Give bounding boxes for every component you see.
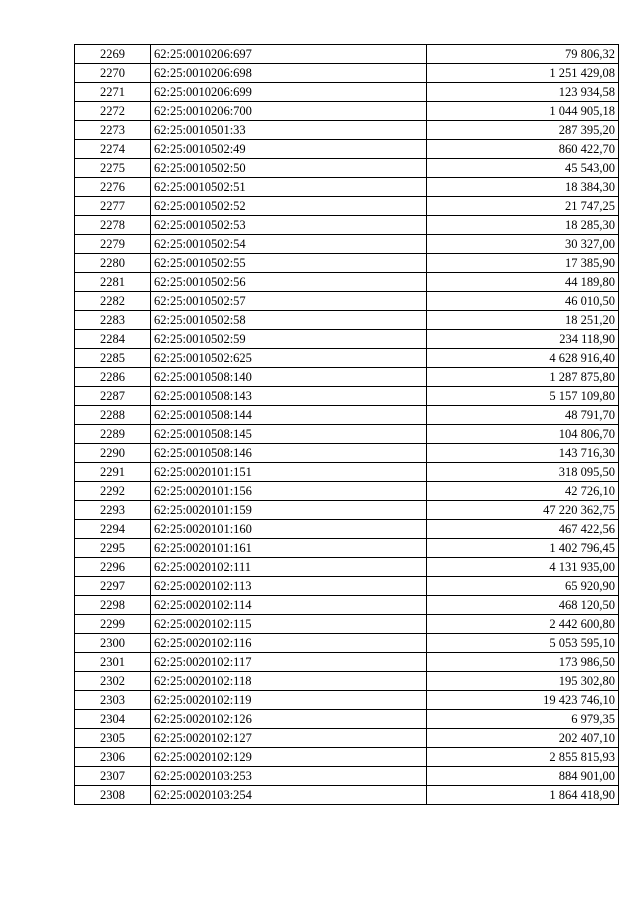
table-row — [75, 45, 619, 64]
table-row — [75, 368, 619, 387]
cadastral-value-cell: 46 010,50 — [427, 292, 619, 311]
cadastral-value-cell: 2 855 815,93 — [427, 748, 619, 767]
row-number-cell: 2304 — [75, 710, 151, 729]
cadastral-value-cell: 318 095,50 — [427, 463, 619, 482]
row-number-cell: 2305 — [75, 729, 151, 748]
cadastral-number-cell: 62:25:0020101:160 — [151, 520, 427, 539]
cadastral-number-cell: 62:25:0010508:144 — [151, 406, 427, 425]
cadastral-number-cell: 62:25:0020102:117 — [151, 653, 427, 672]
row-number-cell: 2275 — [75, 159, 151, 178]
table-row — [75, 330, 619, 349]
cadastral-value-cell: 21 747,25 — [427, 197, 619, 216]
cadastral-number-cell: 62:25:0010502:54 — [151, 235, 427, 254]
cadastral-value-cell: 47 220 362,75 — [427, 501, 619, 520]
row-number-cell: 2286 — [75, 368, 151, 387]
cadastral-value-cell: 173 986,50 — [427, 653, 619, 672]
cadastral-number-cell: 62:25:0010501:33 — [151, 121, 427, 140]
cadastral-value-cell: 17 385,90 — [427, 254, 619, 273]
table-row — [75, 387, 619, 406]
cadastral-value-cell: 30 327,00 — [427, 235, 619, 254]
cadastral-number-cell: 62:25:0020103:254 — [151, 786, 427, 805]
cadastral-number-cell: 62:25:0010502:55 — [151, 254, 427, 273]
table-row — [75, 615, 619, 634]
table-row — [75, 311, 619, 330]
cadastral-value-cell: 18 285,30 — [427, 216, 619, 235]
table-row — [75, 178, 619, 197]
cadastral-value-cell: 467 422,56 — [427, 520, 619, 539]
cadastral-value-cell: 234 118,90 — [427, 330, 619, 349]
cadastral-number-cell: 62:25:0010508:145 — [151, 425, 427, 444]
cadastral-value-cell: 1 287 875,80 — [427, 368, 619, 387]
row-number-cell: 2306 — [75, 748, 151, 767]
cadastral-number-cell: 62:25:0010206:698 — [151, 64, 427, 83]
row-number-cell: 2290 — [75, 444, 151, 463]
cadastral-number-cell: 62:25:0010206:699 — [151, 83, 427, 102]
row-number-cell: 2279 — [75, 235, 151, 254]
cadastral-value-cell: 18 384,30 — [427, 178, 619, 197]
table-row — [75, 767, 619, 786]
cadastral-value-cell: 195 302,80 — [427, 672, 619, 691]
cadastral-number-cell: 62:25:0010206:700 — [151, 102, 427, 121]
table-row — [75, 634, 619, 653]
row-number-cell: 2307 — [75, 767, 151, 786]
table-row — [75, 121, 619, 140]
cadastral-number-cell: 62:25:0020103:253 — [151, 767, 427, 786]
table-row — [75, 463, 619, 482]
row-number-cell: 2284 — [75, 330, 151, 349]
cadastral-value-cell: 79 806,32 — [427, 45, 619, 64]
table-row — [75, 102, 619, 121]
cadastral-number-cell: 62:25:0020102:119 — [151, 691, 427, 710]
row-number-cell: 2300 — [75, 634, 151, 653]
table-row — [75, 197, 619, 216]
row-number-cell: 2301 — [75, 653, 151, 672]
table-row — [75, 349, 619, 368]
table-row — [75, 653, 619, 672]
table-row — [75, 691, 619, 710]
cadastral-value-cell: 5 053 595,10 — [427, 634, 619, 653]
cadastral-number-cell: 62:25:0020102:126 — [151, 710, 427, 729]
row-number-cell: 2281 — [75, 273, 151, 292]
table-row — [75, 501, 619, 520]
table-row — [75, 216, 619, 235]
table-body — [75, 45, 619, 805]
row-number-cell: 2278 — [75, 216, 151, 235]
row-number-cell: 2280 — [75, 254, 151, 273]
cadastral-value-cell: 123 934,58 — [427, 83, 619, 102]
table-row — [75, 159, 619, 178]
cadastral-value-cell: 4 131 935,00 — [427, 558, 619, 577]
row-number-cell: 2294 — [75, 520, 151, 539]
table-row — [75, 425, 619, 444]
cadastral-value-cell: 1 044 905,18 — [427, 102, 619, 121]
table-row — [75, 83, 619, 102]
row-number-cell: 2299 — [75, 615, 151, 634]
cadastral-value-cell: 5 157 109,80 — [427, 387, 619, 406]
cadastral-value-cell: 860 422,70 — [427, 140, 619, 159]
row-number-cell: 2277 — [75, 197, 151, 216]
cadastral-number-cell: 62:25:0020102:127 — [151, 729, 427, 748]
table-row — [75, 539, 619, 558]
cadastral-value-cell: 19 423 746,10 — [427, 691, 619, 710]
row-number-cell: 2302 — [75, 672, 151, 691]
cadastral-number-cell: 62:25:0020102:116 — [151, 634, 427, 653]
cadastral-number-cell: 62:25:0010502:52 — [151, 197, 427, 216]
row-number-cell: 2270 — [75, 64, 151, 83]
row-number-cell: 2274 — [75, 140, 151, 159]
table-row — [75, 64, 619, 83]
table-row — [75, 748, 619, 767]
cadastral-number-cell: 62:25:0020102:115 — [151, 615, 427, 634]
row-number-cell: 2291 — [75, 463, 151, 482]
cadastral-value-cell: 65 920,90 — [427, 577, 619, 596]
row-number-cell: 2296 — [75, 558, 151, 577]
cadastral-value-table — [74, 44, 619, 805]
cadastral-number-cell: 62:25:0010502:625 — [151, 349, 427, 368]
table-row — [75, 786, 619, 805]
cadastral-number-cell: 62:25:0010502:56 — [151, 273, 427, 292]
cadastral-value-cell: 45 543,00 — [427, 159, 619, 178]
table-row — [75, 520, 619, 539]
cadastral-value-cell: 4 628 916,40 — [427, 349, 619, 368]
cadastral-number-cell: 62:25:0010502:49 — [151, 140, 427, 159]
row-number-cell: 2288 — [75, 406, 151, 425]
cadastral-value-cell: 1 864 418,90 — [427, 786, 619, 805]
row-number-cell: 2295 — [75, 539, 151, 558]
cadastral-number-cell: 62:25:0010502:51 — [151, 178, 427, 197]
row-number-cell: 2308 — [75, 786, 151, 805]
cadastral-number-cell: 62:25:0020102:113 — [151, 577, 427, 596]
cadastral-value-cell: 48 791,70 — [427, 406, 619, 425]
row-number-cell: 2282 — [75, 292, 151, 311]
cadastral-value-cell: 44 189,80 — [427, 273, 619, 292]
cadastral-number-cell: 62:25:0010502:53 — [151, 216, 427, 235]
cadastral-value-cell: 2 442 600,80 — [427, 615, 619, 634]
cadastral-number-cell: 62:25:0020102:129 — [151, 748, 427, 767]
cadastral-number-cell: 62:25:0020102:114 — [151, 596, 427, 615]
cadastral-number-cell: 62:25:0010502:57 — [151, 292, 427, 311]
row-number-cell: 2297 — [75, 577, 151, 596]
row-number-cell: 2269 — [75, 45, 151, 64]
table-row — [75, 292, 619, 311]
cadastral-value-cell: 202 407,10 — [427, 729, 619, 748]
cadastral-value-cell: 884 901,00 — [427, 767, 619, 786]
table-row — [75, 140, 619, 159]
table-row — [75, 273, 619, 292]
table-row — [75, 235, 619, 254]
table-row — [75, 254, 619, 273]
cadastral-number-cell: 62:25:0020102:118 — [151, 672, 427, 691]
table-row — [75, 729, 619, 748]
cadastral-number-cell: 62:25:0010502:59 — [151, 330, 427, 349]
cadastral-number-cell: 62:25:0010502:50 — [151, 159, 427, 178]
cadastral-value-cell: 6 979,35 — [427, 710, 619, 729]
row-number-cell: 2276 — [75, 178, 151, 197]
row-number-cell: 2272 — [75, 102, 151, 121]
cadastral-number-cell: 62:25:0020101:161 — [151, 539, 427, 558]
cadastral-number-cell: 62:25:0010508:140 — [151, 368, 427, 387]
table-row — [75, 558, 619, 577]
cadastral-number-cell: 62:25:0020101:151 — [151, 463, 427, 482]
table-row — [75, 406, 619, 425]
row-number-cell: 2283 — [75, 311, 151, 330]
row-number-cell: 2303 — [75, 691, 151, 710]
cadastral-number-cell: 62:25:0010206:697 — [151, 45, 427, 64]
cadastral-value-cell: 18 251,20 — [427, 311, 619, 330]
table-row — [75, 596, 619, 615]
cadastral-value-cell: 42 726,10 — [427, 482, 619, 501]
table-row — [75, 482, 619, 501]
cadastral-value-cell: 104 806,70 — [427, 425, 619, 444]
row-number-cell: 2293 — [75, 501, 151, 520]
row-number-cell: 2273 — [75, 121, 151, 140]
cadastral-number-cell: 62:25:0010502:58 — [151, 311, 427, 330]
cadastral-number-cell: 62:25:0020101:159 — [151, 501, 427, 520]
cadastral-value-cell: 1 251 429,08 — [427, 64, 619, 83]
row-number-cell: 2292 — [75, 482, 151, 501]
cadastral-value-cell: 468 120,50 — [427, 596, 619, 615]
table-row — [75, 710, 619, 729]
cadastral-number-cell: 62:25:0020102:111 — [151, 558, 427, 577]
row-number-cell: 2287 — [75, 387, 151, 406]
cadastral-number-cell: 62:25:0010508:143 — [151, 387, 427, 406]
cadastral-number-cell: 62:25:0020101:156 — [151, 482, 427, 501]
row-number-cell: 2285 — [75, 349, 151, 368]
cadastral-number-cell: 62:25:0010508:146 — [151, 444, 427, 463]
row-number-cell: 2271 — [75, 83, 151, 102]
cadastral-value-cell: 287 395,20 — [427, 121, 619, 140]
table-row — [75, 577, 619, 596]
row-number-cell: 2289 — [75, 425, 151, 444]
row-number-cell: 2298 — [75, 596, 151, 615]
table-row — [75, 444, 619, 463]
cadastral-value-cell: 143 716,30 — [427, 444, 619, 463]
cadastral-value-cell: 1 402 796,45 — [427, 539, 619, 558]
table-row — [75, 672, 619, 691]
